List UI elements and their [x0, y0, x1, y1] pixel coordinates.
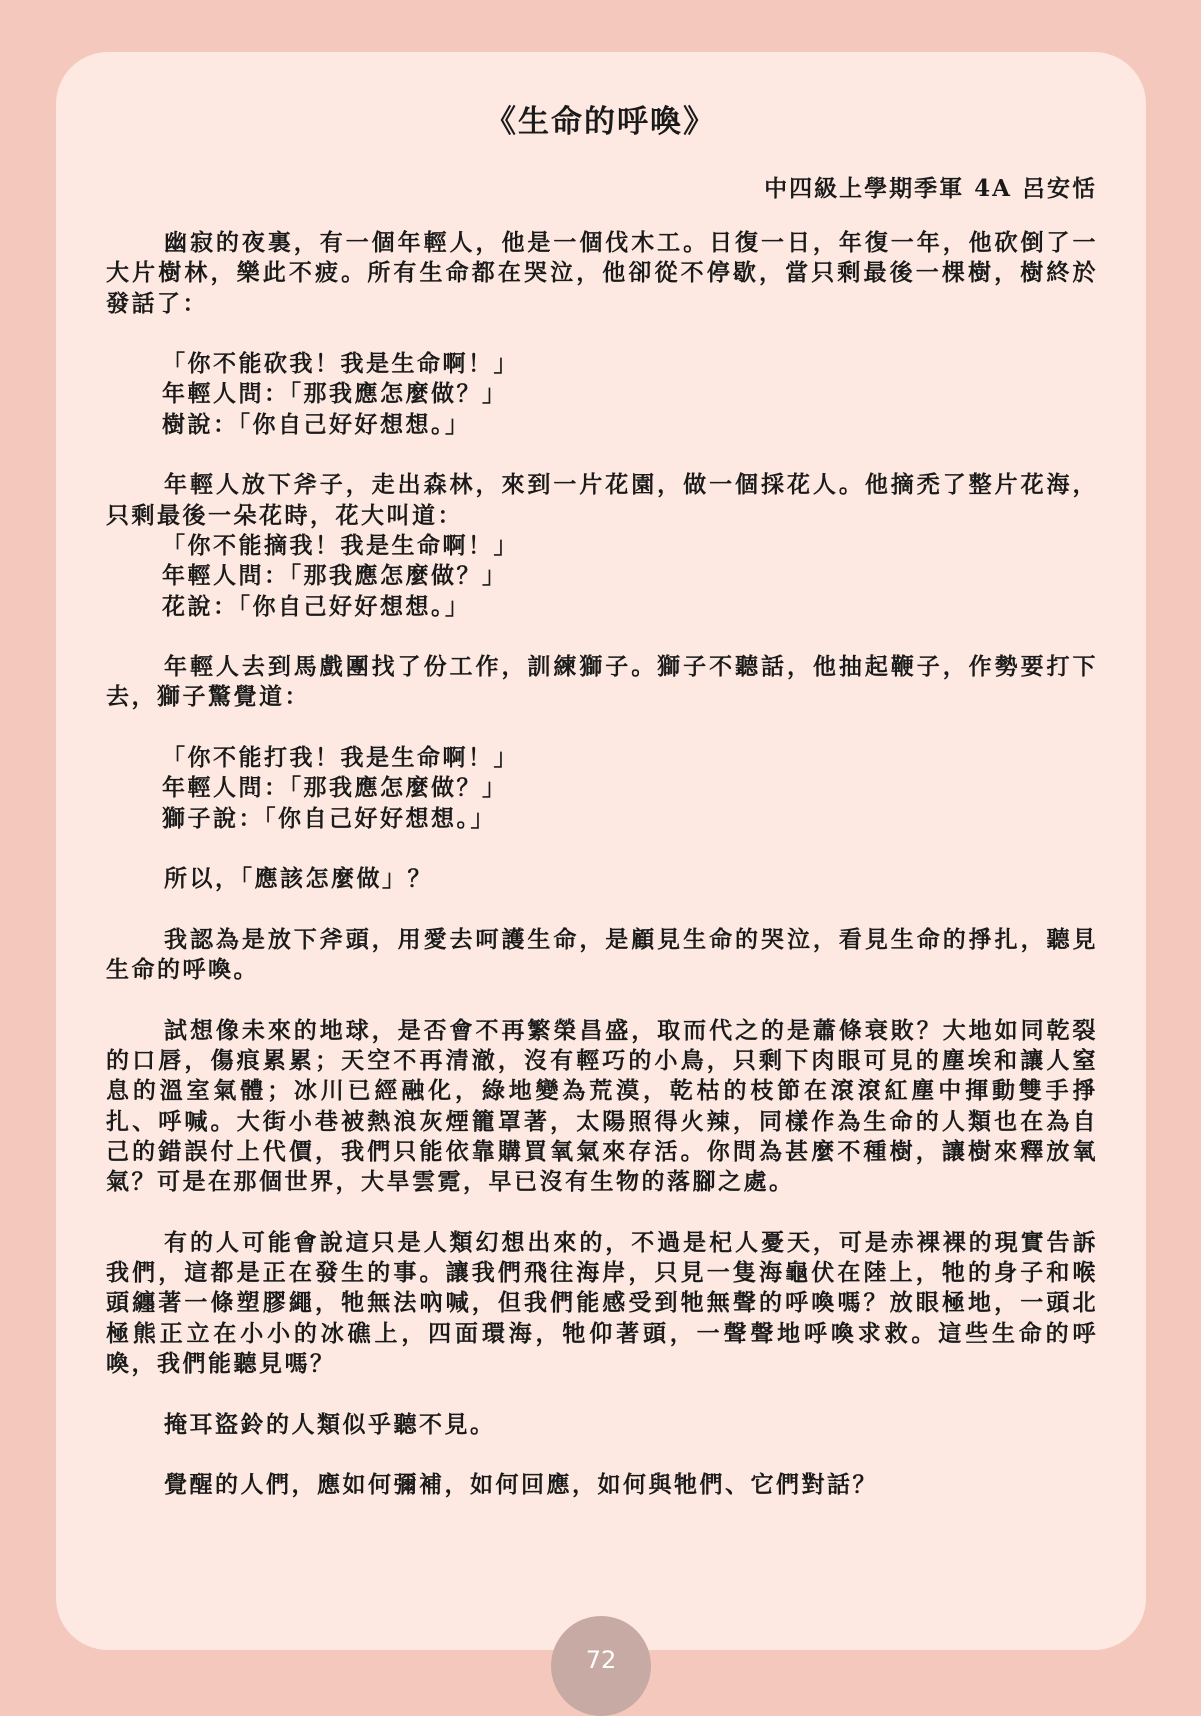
paragraph-2: 年輕人放下斧子，走出森林，來到一片花園，做一個採花人。他摘禿了整片花海，只剩最後一朵花時，花大叫道： — [106, 471, 1098, 529]
dialog-line: 「你不能摘我！我是生命啊！」 — [162, 531, 519, 559]
paragraph-7: 有的人可能會說這只是人類幻想出來的，不過是杞人憂天，可是赤裸裸的現實告訴我們，這都是正在發生的事。讓我們飛往海岸，只見一隻海龜伏在陸上，牠的身子和喉頭纏著一條塑膠繩，牠無法吶喊，但我們能感受到牠無聲的呼喚嗎？放眼極地，一頭北極熊正立在小小的冰礁上，四面環海，牠仰著頭，一聲聲地呼喚求救。這些生命的呼喚，我們能聽見嗎？ — [106, 1228, 1098, 1377]
paragraph-1: 幽寂的夜裏，有一個年輕人，他是一個伐木工。日復一日，年復一年，他砍倒了一大片樹林，樂此不疲。所有生命都在哭泣，他卻從不停歇，當只剩最後一棵樹，樹終於發話了： — [106, 229, 1098, 317]
page-number: 72 — [585, 1646, 617, 1674]
author-byline: 中四級上學期季軍 4A 呂安恬 — [764, 175, 1097, 202]
essay-title: 《生命的呼喚》 — [485, 104, 716, 140]
paragraph-8: 掩耳盜鈴的人類似乎聽不見。 — [164, 1410, 496, 1438]
dialog-tree — [106, 349, 1098, 440]
dialog-flower — [106, 531, 1098, 622]
dialog-line: 年輕人問：「那我應怎麼做？」 — [162, 562, 508, 590]
paragraph-9: 覺醒的人們，應如何彌補，如何回應，如何與牠們、它們對話？ — [164, 1471, 878, 1499]
dialog-line: 獅子說：「你自己好好想想。」 — [162, 804, 496, 832]
paragraph-5: 我認為是放下斧頭，用愛去呵護生命，是顧見生命的哭泣，看見生命的掙扎，聽見生命的呼喚。 — [106, 925, 1098, 984]
paragraph-6: 試想像未來的地球，是否會不再繁榮昌盛，取而代之的是蕭條衰敗？大地如同乾裂的口唇，傷痕累累；天空不再清澈，沒有輕巧的小鳥，只剩下肉眼可見的塵埃和讓人窒息的溫室氣體；冰川已經融化，綠地變為荒漠，乾枯的枝節在滾滾紅塵中揮動雙手掙扎、呼喊。大街小巷被熱浪灰煙籠罩著，太陽照得火辣，同樣作為生命的人類也在為自己的錯誤付上代價，我們只能依靠購買氧氣來存活。你問為甚麼不種樹，讓樹來釋放氧氣？可是在那個世界，大旱雲霓，早已沒有生物的落腳之處。 — [106, 1016, 1098, 1196]
paragraph-4: 所以，「應該怎麼做」？ — [164, 865, 433, 893]
dialog-line: 「你不能打我！我是生命啊！」 — [162, 744, 519, 772]
dialog-line: 年輕人問：「那我應怎麼做？」 — [162, 774, 508, 802]
dialog-lion — [106, 743, 1098, 834]
dialog-line: 年輕人問：「那我應怎麼做？」 — [162, 380, 508, 408]
essay-body — [106, 228, 1098, 1531]
paragraph-3: 年輕人去到馬戲團找了份工作，訓練獅子。獅子不聽話，他抽起鞭子，作勢要打下去，獅子驚覺道： — [106, 653, 1098, 711]
dialog-line: 「你不能砍我！我是生命啊！」 — [162, 350, 519, 378]
dialog-line: 花說：「你自己好好想想。」 — [162, 592, 471, 620]
dialog-line: 樹說：「你自己好好想想。」 — [162, 410, 471, 438]
